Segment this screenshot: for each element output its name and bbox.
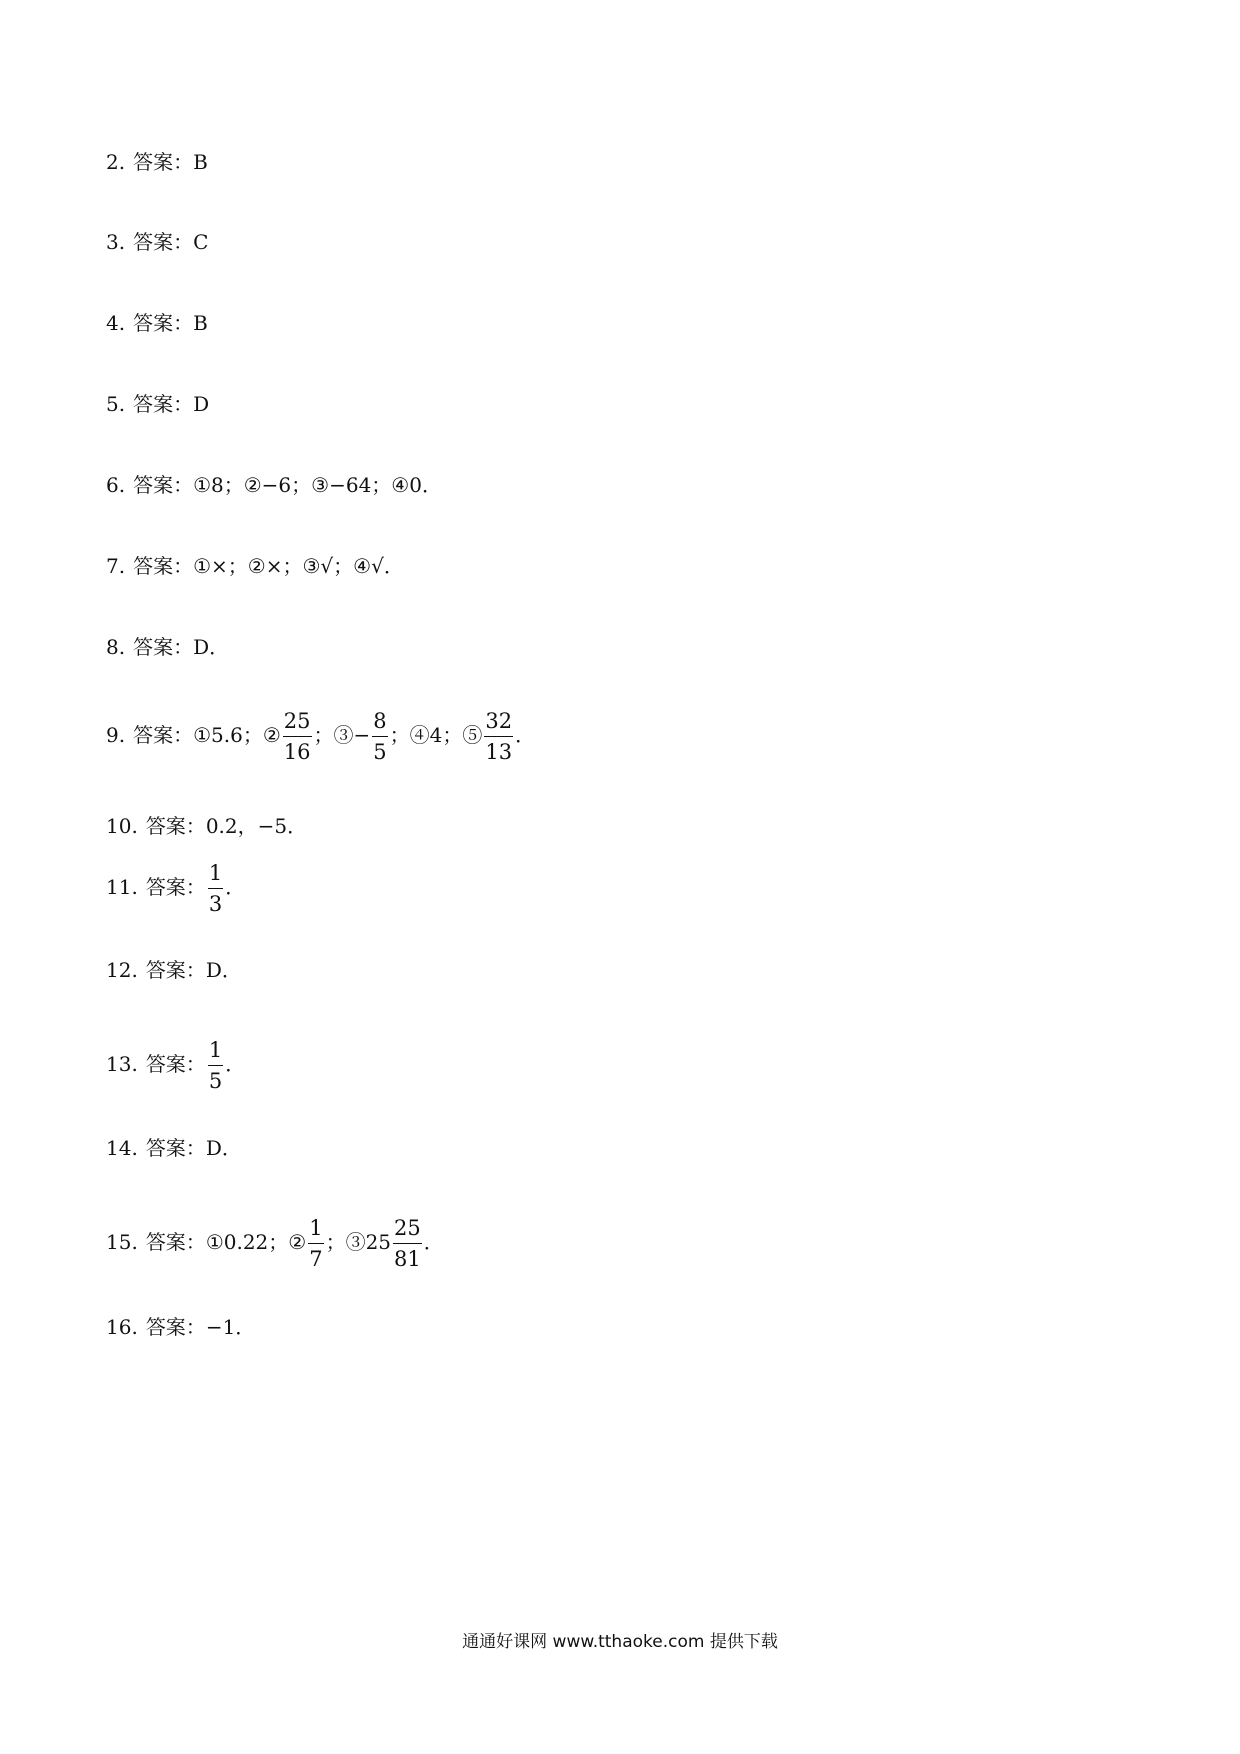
answer-text: ．: [515, 723, 536, 747]
item-number: 3.: [106, 230, 126, 254]
item-number: 13.: [106, 1052, 138, 1076]
numerator: 8: [372, 708, 387, 737]
answer-value: C: [193, 230, 209, 254]
answer-text: ；③−: [313, 723, 371, 747]
answer-line-3: [106, 230, 208, 254]
answer-value: 0.2，−5．: [205, 814, 308, 838]
answer-line-8: [106, 635, 229, 659]
denominator: 81: [394, 1247, 421, 1271]
item-number: 12.: [106, 958, 138, 982]
numerator: 1: [208, 860, 223, 889]
answer-label: 答案：: [145, 958, 206, 982]
answer-line-9: [106, 708, 535, 765]
numerator: 1: [208, 1037, 223, 1066]
answer-label: 答案：: [145, 875, 206, 899]
item-number: 8.: [106, 635, 126, 659]
fraction: [372, 708, 387, 765]
denominator: 13: [485, 740, 513, 764]
answer-line-7: [106, 554, 404, 578]
answer-line-15: [106, 1215, 444, 1272]
answer-label: 答案：: [145, 1315, 206, 1339]
answer-value: −1．: [205, 1315, 256, 1339]
denominator: 5: [208, 1069, 223, 1093]
item-number: 10.: [106, 814, 138, 838]
answer-line-4: [106, 311, 208, 335]
denominator: 3: [208, 892, 223, 916]
answer-text: ；③25: [325, 1230, 392, 1254]
answer-line-6: [106, 473, 442, 497]
item-number: 15.: [106, 1230, 138, 1254]
answer-line-14: [106, 1136, 242, 1160]
item-number: 14.: [106, 1136, 138, 1160]
answer-text: ①0.22；②: [205, 1230, 307, 1254]
answer-label: 答案：: [133, 723, 194, 747]
answer-label: 答案：: [133, 150, 194, 174]
answer-line-5: [106, 392, 209, 416]
answer-value: B: [193, 150, 208, 174]
answer-line-13: [106, 1037, 245, 1094]
answer-label: 答案：: [133, 473, 194, 497]
fraction: [208, 860, 223, 917]
answer-text: ．: [225, 875, 246, 899]
answer-value: D: [193, 392, 210, 416]
item-number: 6.: [106, 473, 126, 497]
fraction: [308, 1215, 323, 1272]
denominator: 16: [283, 740, 311, 764]
fraction: [283, 708, 312, 765]
answer-value: ①×；②×；③√；④√．: [193, 554, 404, 578]
answer-text: ．: [423, 1230, 444, 1254]
item-number: 16.: [106, 1315, 138, 1339]
item-number: 4.: [106, 311, 126, 335]
answer-line-16: [106, 1315, 255, 1339]
answer-label: 答案：: [133, 554, 194, 578]
fraction: [484, 708, 513, 765]
answer-text: ①5.6；②: [193, 723, 281, 747]
answer-value: D．: [193, 635, 230, 659]
answer-value: D．: [205, 958, 242, 982]
denominator: 5: [373, 740, 387, 764]
item-number: 11.: [106, 875, 138, 899]
answer-label: 答案：: [133, 635, 194, 659]
denominator: 7: [309, 1247, 323, 1271]
numerator: 1: [308, 1215, 323, 1244]
answer-line-2: [106, 150, 208, 174]
answer-label: 答案：: [145, 1230, 206, 1254]
answer-line-12: [106, 958, 242, 982]
fraction: [208, 1037, 223, 1094]
answer-label: 答案：: [145, 814, 206, 838]
answer-value: ①8；②−6；③−64；④0．: [193, 473, 442, 497]
item-number: 5.: [106, 392, 126, 416]
fraction: [393, 1215, 422, 1272]
answer-label: 答案：: [133, 230, 194, 254]
answer-label: 答案：: [145, 1052, 206, 1076]
answer-text: ．: [225, 1052, 246, 1076]
page-footer: 通通好课网 www.tthaoke.com 提供下载: [462, 1632, 778, 1652]
answer-label: 答案：: [145, 1136, 206, 1160]
numerator: 25: [393, 1215, 422, 1244]
item-number: 7.: [106, 554, 126, 578]
answer-line-10: [106, 814, 307, 838]
answer-label: 答案：: [133, 392, 194, 416]
answer-label: 答案：: [133, 311, 194, 335]
item-number: 9.: [106, 723, 126, 747]
answer-line-11: [106, 860, 245, 917]
numerator: 32: [484, 708, 513, 737]
answer-value: B: [193, 311, 208, 335]
answer-value: D．: [205, 1136, 242, 1160]
answer-text: ；④4；⑤: [389, 723, 483, 747]
item-number: 2.: [106, 150, 126, 174]
numerator: 25: [283, 708, 312, 737]
